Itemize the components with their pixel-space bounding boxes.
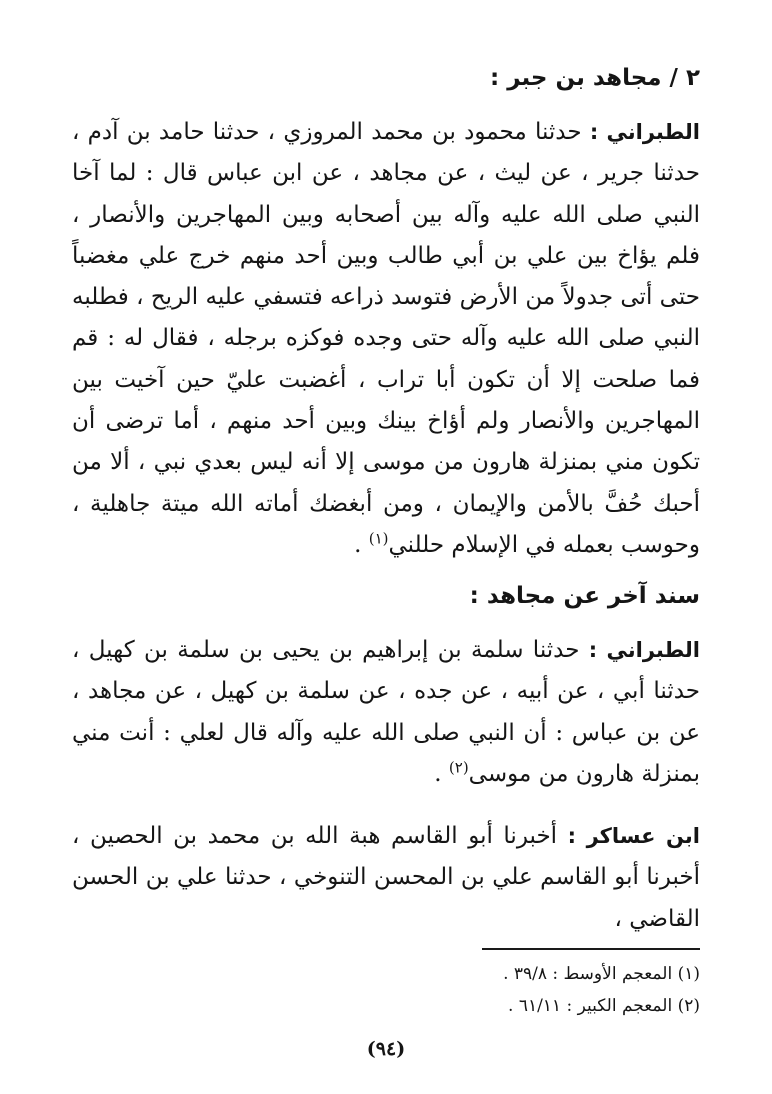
paragraph-tabarani-1 (72, 112, 700, 566)
hadith-text: حدثنا سلمة بن إبراهيم بن يحيى بن سلمة بن كهيل ، حدثنا أبي ، عن أبيه ، عن جده ، عن سلمة بن كهيل ، عن مجاهد ، عن بن عباس : أن النبي صلى الله عليه وآله قال لعلي : أنت مني بمنزلة هارون من موسى (72, 637, 700, 787)
paragraph-ibn-asakir (72, 816, 700, 940)
footnote-ref-1: (١) (368, 529, 389, 548)
paragraph-tabarani-2 (72, 630, 700, 795)
footnote-2: (٢) المعجم الكبير : ٦١/١١ . (508, 996, 700, 1016)
hadith-text: أخبرنا أبو القاسم هبة الله بن محمد بن الحصين ، أخبرنا أبو القاسم علي بن المحسن التنوخي ، حدثنا علي بن الحسن القاضي ، (72, 823, 700, 932)
sentence-end: . (434, 760, 449, 787)
source-label: الطبراني : (589, 120, 701, 144)
source-label: الطبراني : (588, 638, 701, 662)
source-label: ابن عساكر : (567, 824, 700, 848)
sentence-end: . (354, 531, 369, 558)
hadith-text: حدثنا محمود بن محمد المروزي ، حدثنا حامد بن آدم ، حدثنا جرير ، عن ليث ، عن مجاهد ، عن ابن عباس قال : لما آخا النبي صلى الله عليه وآله بين أصحابه وبين المهاجرين والأنصار ، فلم يؤاخ بين علي بن أبي طالب وبين أحد منهم خرج علي مغضباً حتى أتى جدولاً من الأرض فتوسد ذراعه فتسفي عليه الريح ، فطلبه النبي صلى الله عليه وآله حتى وجده فوكزه برجله ، فقال له : قم فما صلحت إلا أن تكون أبا تراب ، أغضبت عليّ حين آخيت بين المهاجرين والأنصار ولم أؤاخ بينك وبين أحد منهم ، أما ترضى أن تكون مني بمنزلة هارون من موسى إلا أنه ليس بعدي نبي ، ألا من أحبك حُفَّ بالأمن والإيمان ، ومن أبغضك أماته الله ميتة جاهلية ، وحوسب بعمله في الإسلام حللني (72, 119, 700, 558)
footnote-divider (482, 948, 700, 950)
footnote-ref-2: (٢) (448, 758, 469, 777)
section-heading-mujahid: ٢ / مجاهد بن جبر : (490, 65, 700, 91)
footnote-1: (١) المعجم الأوسط : ٣٩/٨ . (503, 964, 700, 984)
page-number: (٩٤) (366, 1038, 406, 1060)
section-heading-other-chain: سند آخر عن مجاهد : (469, 583, 700, 609)
